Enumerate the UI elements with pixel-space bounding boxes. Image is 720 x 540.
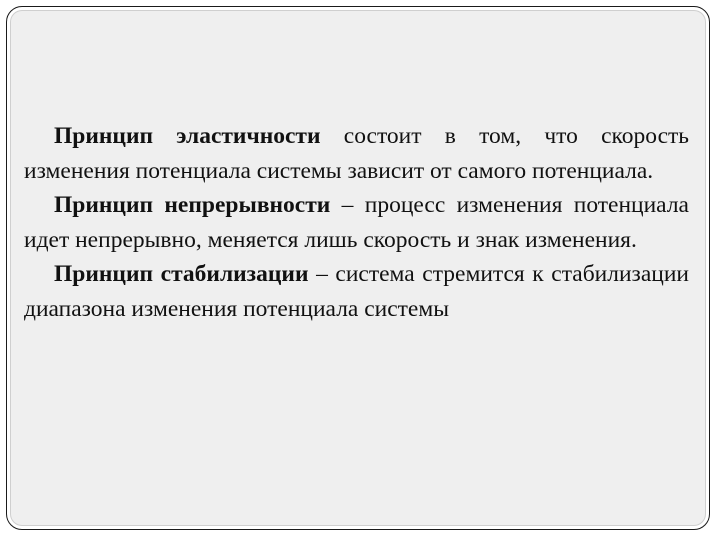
term-continuity: Принцип непрерывности [54,192,331,219]
paragraph-stabilization [24,257,689,326]
definition-elasticity: состоит в том, что скорость изменения потенциала системы зависит от самого потенциала. [24,123,689,184]
term-elasticity: Принцип эластичности [54,123,321,149]
paragraph-elasticity [24,119,689,188]
paragraph-continuity [24,188,689,257]
term-stabilization: Принцип стабилизации [54,261,309,288]
definition-continuity: – процесс изменения потенциала идет непрерывно, меняется лишь скорость и знак изменения. [24,192,689,253]
definition-stabilization: – система стремится к стабилизации диапазона изменения потенциала системы [24,261,689,322]
slide-body [24,119,689,327]
